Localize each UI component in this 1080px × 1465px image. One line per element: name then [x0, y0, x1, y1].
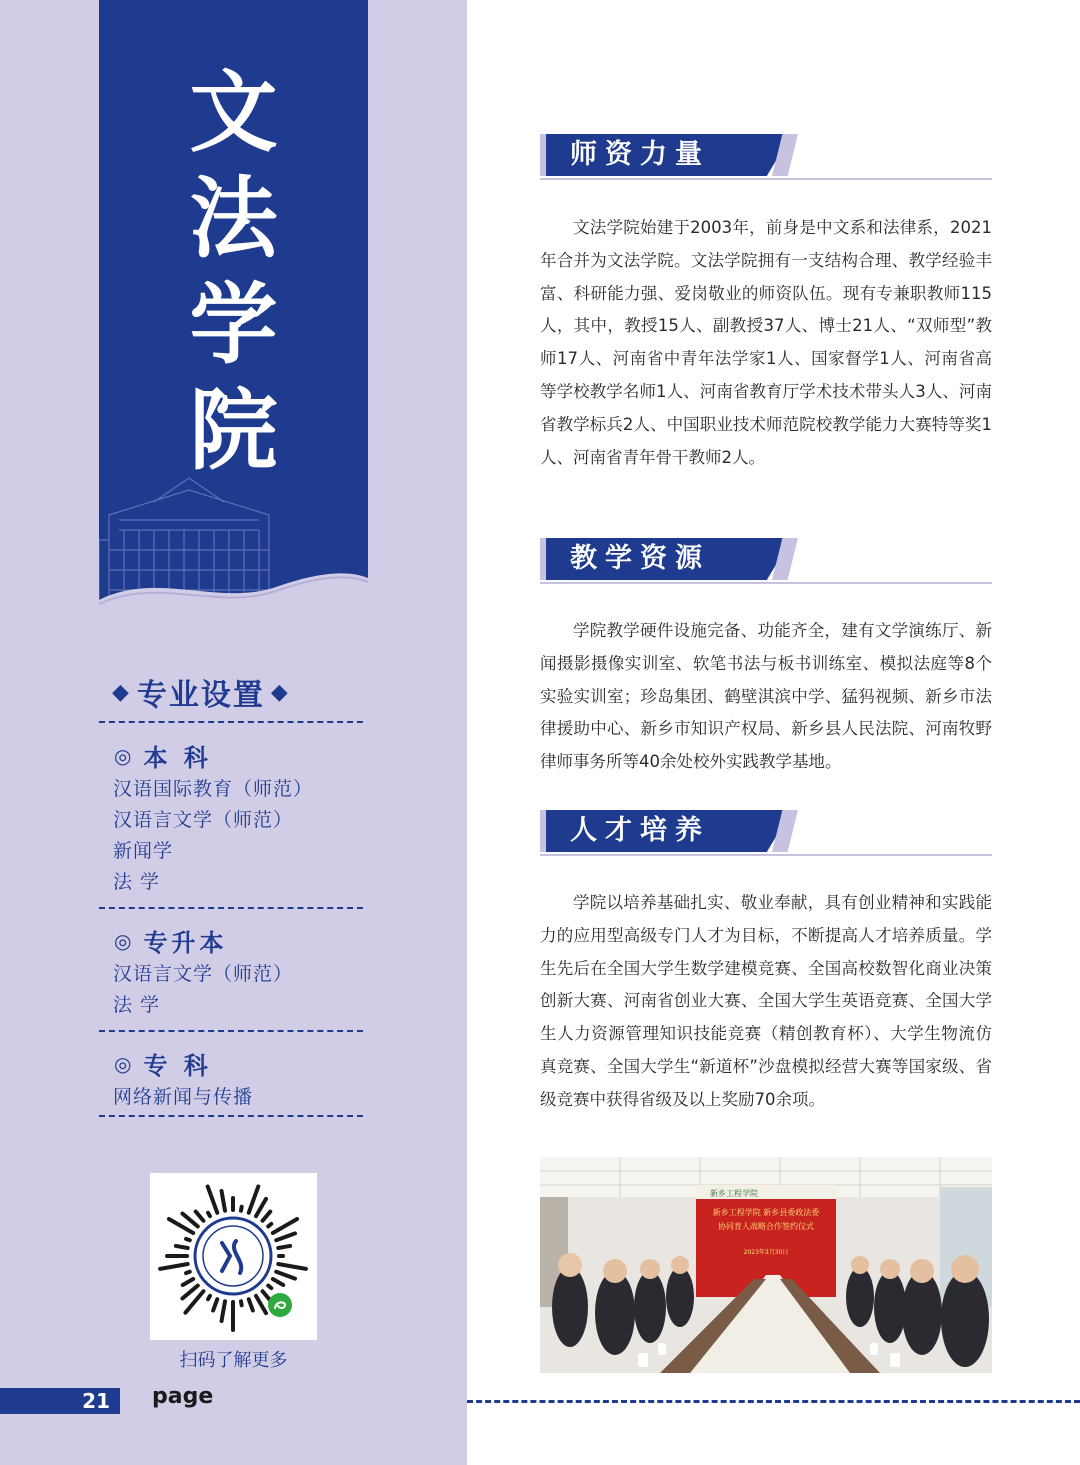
college-title-char: 法	[189, 167, 278, 270]
divider	[99, 721, 363, 723]
qr-ray	[208, 1186, 218, 1212]
qr-ray	[273, 1279, 283, 1285]
qr-ray	[256, 1296, 266, 1313]
qr-ray	[268, 1286, 271, 1289]
diamond-icon: ◆	[270, 679, 290, 705]
diamond-icon: ◆	[112, 679, 131, 705]
qr-ray	[208, 1213, 210, 1216]
mini-program-qr-code[interactable]	[150, 1173, 317, 1340]
category-name: 专 科	[143, 1052, 212, 1080]
footer-divider	[467, 1400, 1080, 1403]
qr-ray	[222, 1301, 225, 1321]
qr-ray	[278, 1246, 290, 1248]
qr-ray	[213, 1299, 217, 1310]
qr-ray	[249, 1299, 253, 1310]
major-item: 法 学	[113, 871, 161, 893]
qr-ray	[182, 1286, 197, 1299]
majors-heading-text: 专业设置	[136, 678, 265, 713]
section-body-resources: 学院教学硬件设施完备、功能齐全，建有文学演练厅、新闻摄影摄像实训室、软笔书法与板书训练室、模拟法庭等8个实验实训室；珍岛集团、鹤壁淇滨中学、猛犸视频、新乡市法律援助中心、新乡市知识产权局、新乡县人民法院、河南牧野律师事务所等40余处校外实践教学基地。	[540, 621, 992, 772]
college-title-char: 文	[189, 61, 278, 164]
qr-ray	[256, 1199, 266, 1216]
section-heading-resources	[540, 538, 992, 586]
majors-heading	[112, 670, 352, 714]
page-word: page	[152, 1384, 214, 1409]
qr-ray	[276, 1233, 295, 1240]
category-name: 本 科	[143, 744, 212, 772]
heading-underline	[540, 854, 992, 856]
qr-ray	[160, 1264, 188, 1269]
left-panel	[0, 0, 467, 1465]
section-title: 教学资源	[570, 543, 710, 574]
qr-ray	[268, 1224, 271, 1227]
section-title: 师资力量	[570, 139, 710, 170]
major-item: 汉语国际教育（师范）	[113, 778, 314, 800]
heading-underline	[540, 582, 992, 584]
banner-wave	[99, 560, 368, 612]
qr-ray	[196, 1212, 204, 1221]
major-item: 法 学	[113, 994, 161, 1016]
category-upgrade	[114, 923, 227, 958]
qr-ray	[176, 1246, 188, 1248]
divider	[99, 1115, 363, 1117]
section-body-training: 学院以培养基础扎实、敬业奉献，具有创业精神和实践能力的应用型高级专门人才为目标，不断提高人才培养质量。学生先后在全国大学生数学建模竞赛、全国高校数智化商业决策创新大赛、河南省创业大赛、全国大学生英语竞赛、全国大学生人力资源管理知识技能竞赛（精创教育杯）、大学生物流仿真竞赛、全国大学生“新道杯”沙盘模拟经营大赛等国家级、省级竞赛中获得省级及以上奖励70余项。	[540, 893, 992, 1109]
college-title	[99, 60, 368, 484]
qr-ray	[208, 1296, 210, 1299]
section-heading-training	[540, 810, 992, 858]
qr-ray	[183, 1279, 193, 1285]
screen-line-1: 新乡工程学院 新乡县委政法委	[712, 1208, 820, 1217]
circle-bullet-icon: ◎	[114, 743, 136, 768]
signing-ceremony-photo	[540, 1157, 992, 1373]
major-item: 网络新闻与传播	[113, 1086, 254, 1108]
category-undergraduate	[114, 738, 212, 773]
qr-ray	[249, 1186, 259, 1212]
page-number: 21	[0, 1388, 120, 1414]
qr-ray	[263, 1212, 271, 1221]
section-title: 人才培养	[570, 815, 710, 846]
major-item: 新闻学	[113, 840, 174, 862]
qr-ray	[276, 1272, 295, 1279]
screen-date: 2023年3月30日	[743, 1249, 789, 1256]
screen-line-2: 协同育人战略合作签约仪式	[718, 1222, 814, 1231]
major-item: 汉语言文学（师范）	[113, 809, 294, 831]
section-heading-faculty	[540, 134, 992, 182]
circle-bullet-icon: ◎	[114, 928, 136, 953]
circle-bullet-icon: ◎	[114, 1051, 136, 1076]
qr-caption: 扫码了解更多	[179, 1350, 288, 1371]
qr-ray	[186, 1239, 190, 1240]
qr-ray	[241, 1301, 242, 1305]
qr-code-graphic	[150, 1173, 317, 1340]
college-title-char: 院	[189, 379, 278, 482]
divider	[99, 907, 363, 909]
screen-header-text: 新乡工程学院	[710, 1189, 758, 1198]
college-banner	[99, 0, 368, 612]
major-item: 汉语言文学（师范）	[113, 963, 294, 985]
qr-ray	[241, 1207, 242, 1211]
qr-ray	[278, 1264, 306, 1269]
qr-ray	[182, 1214, 197, 1227]
heading-underline	[540, 178, 992, 180]
category-junior-college	[114, 1046, 212, 1081]
qr-ray	[273, 1219, 297, 1233]
category-name: 专升本	[143, 929, 228, 957]
qr-ray	[186, 1272, 190, 1273]
college-title-char: 学	[189, 273, 278, 376]
section-body-faculty: 文法学院始建于2003年，前身是中文系和法律系，2021年合并为文法学院。文法学院拥有一支结构合理、教学经验丰富、科研能力强、爱岗敬业的师资队伍。现有专兼职教师115人，其中，教授15人、副教授37人、博士21人、“双师型”教师17人、河南省中青年法学家1人、国家督学1人、河南省高等学校教学名师1人、河南省教育厅学术技术带头人3人、河南省教学标兵2人、中国职业技术师范院校教学能力大赛特等奖1人、河南省青年骨干教师2人。	[540, 218, 992, 467]
divider	[99, 1030, 363, 1032]
qr-ray	[222, 1191, 225, 1211]
